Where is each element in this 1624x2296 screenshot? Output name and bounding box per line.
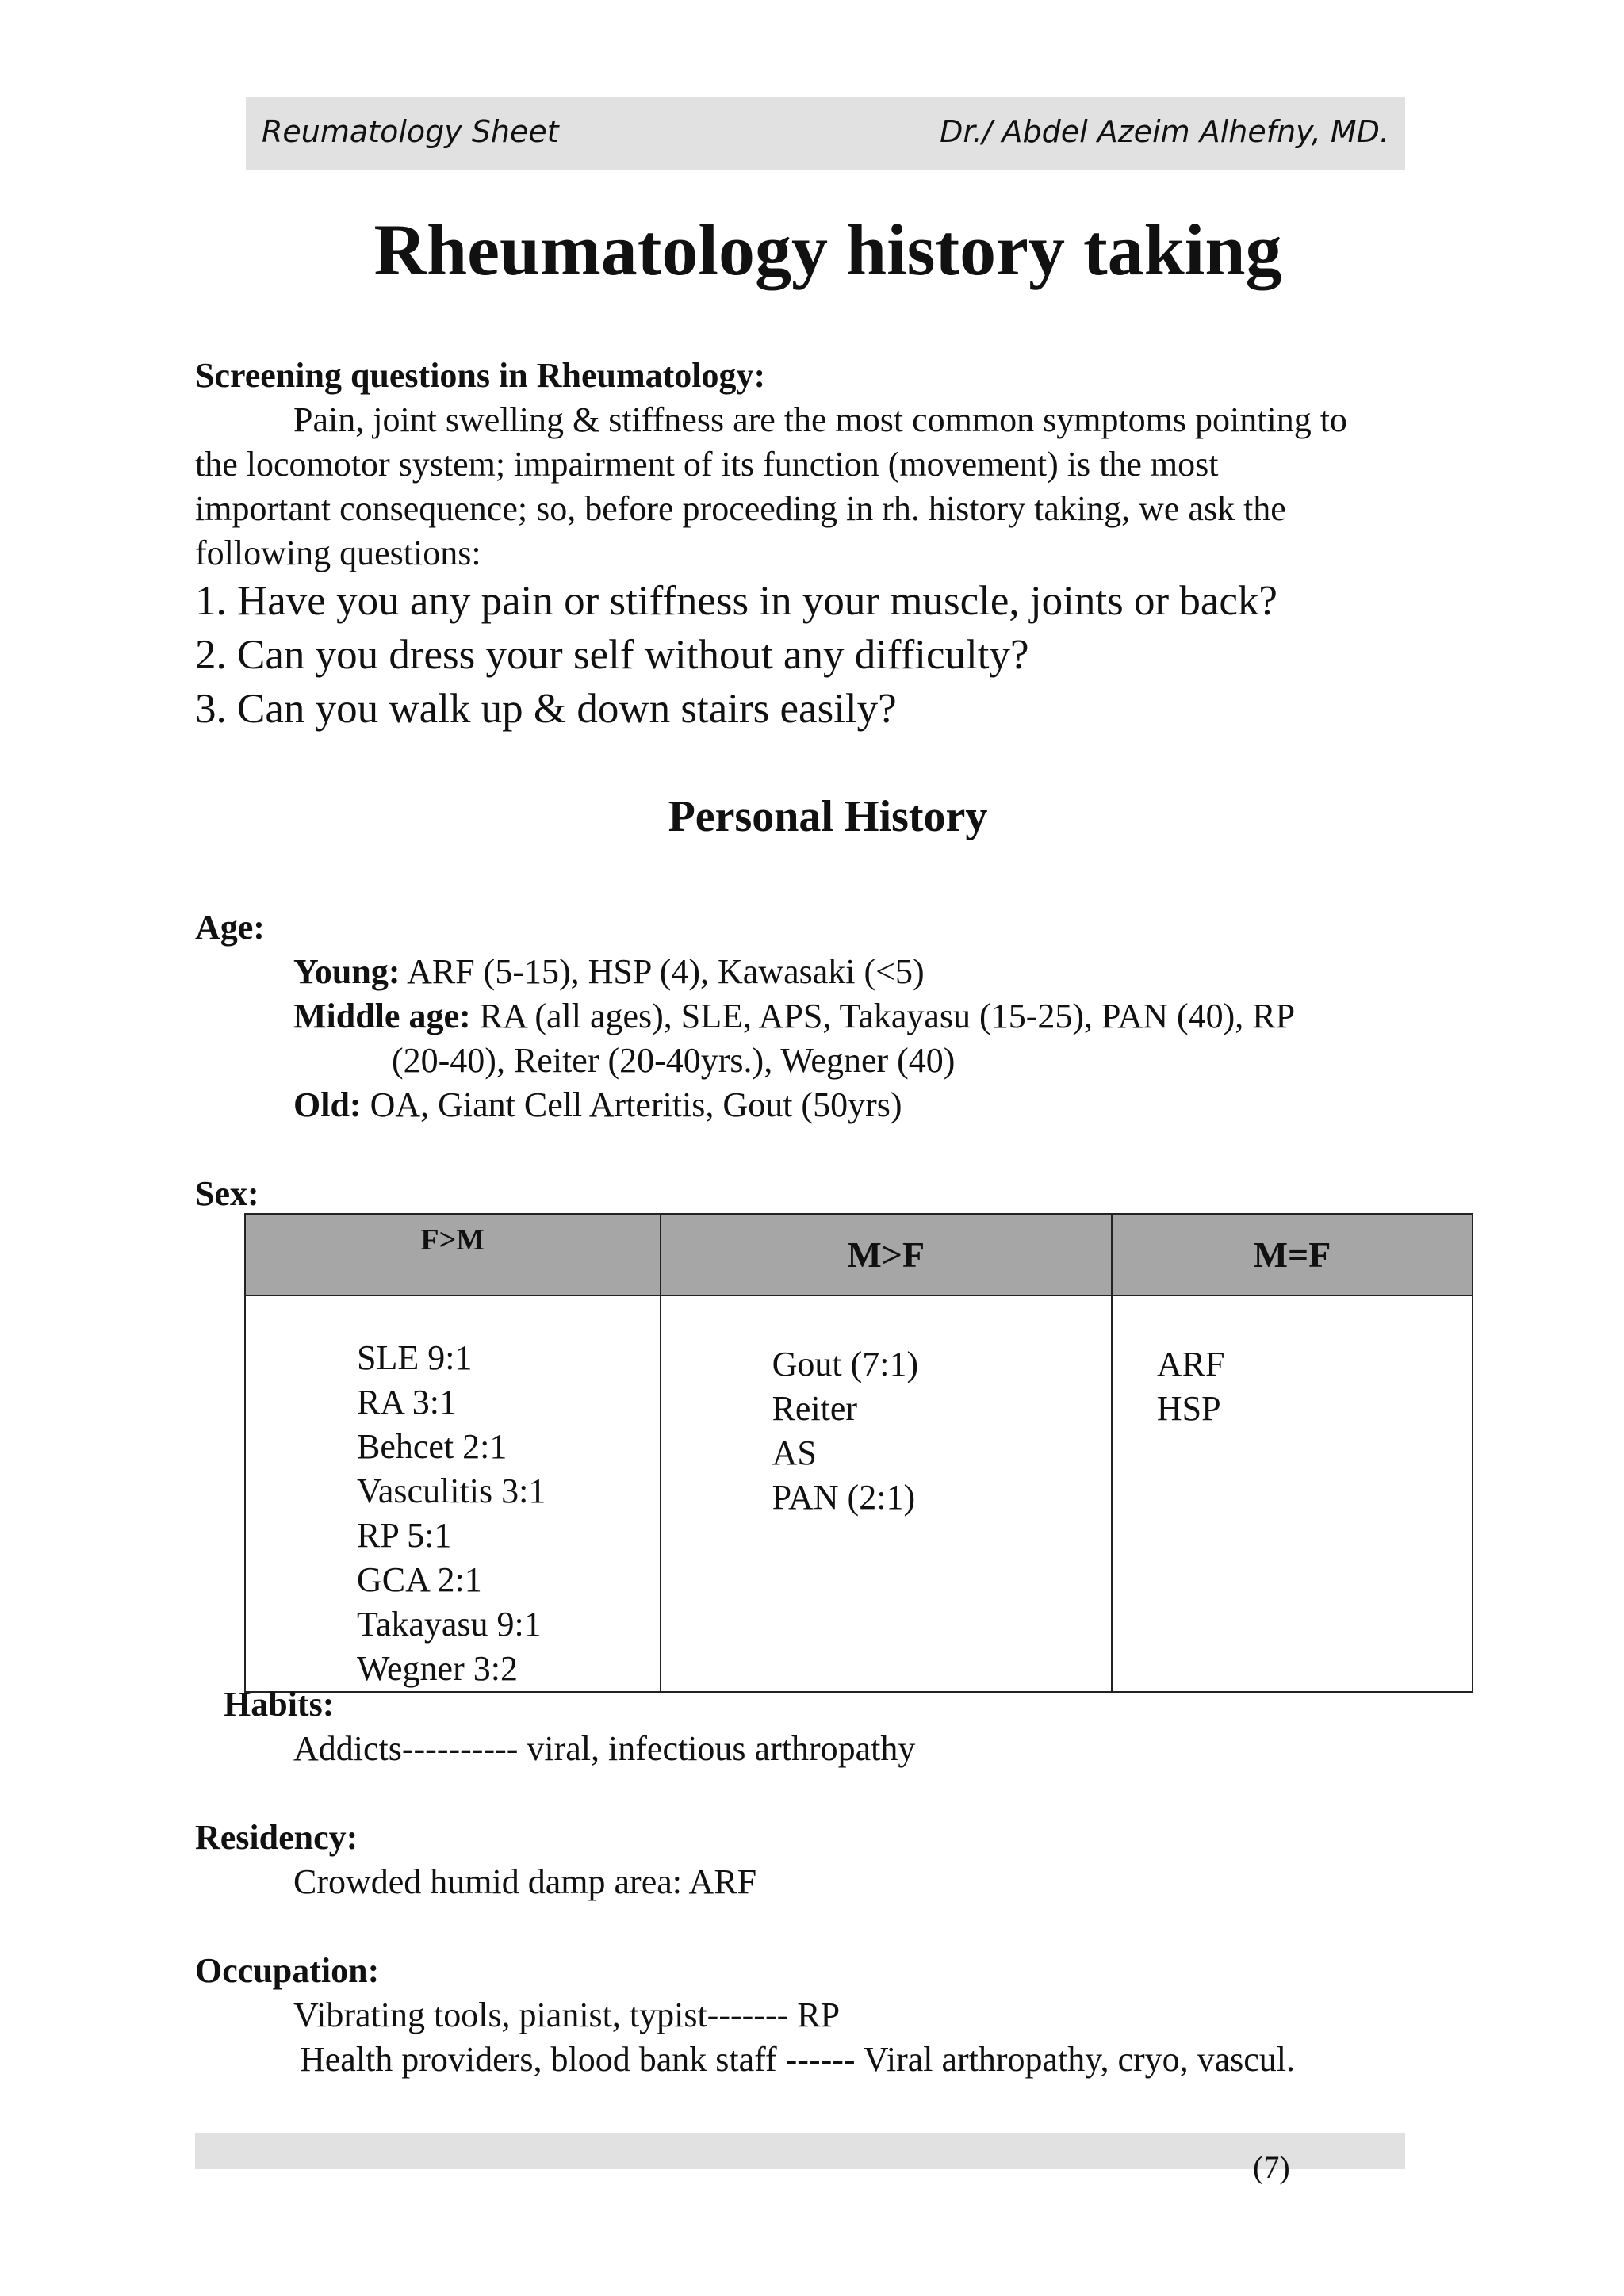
sex-ratio-table: [244, 1213, 1473, 1693]
age-middle-label: Middle age:: [293, 997, 471, 1035]
age-middle: [293, 996, 1295, 1036]
page-footer-bar: [195, 2133, 1405, 2169]
habits-text: Addicts---------- viral, infectious arthropathy: [293, 1729, 916, 1768]
screening-question-3: 3. Can you walk up & down stairs easily?: [195, 686, 897, 732]
list-item: HSP: [1156, 1389, 1221, 1428]
residency-label: Residency:: [195, 1818, 358, 1857]
sex-table-cell-mf: [661, 1295, 1112, 1692]
list-item: Wegner 3:2: [357, 1649, 518, 1688]
list-item: Vasculitis 3:1: [357, 1471, 546, 1510]
list-item: AS: [772, 1433, 817, 1472]
sex-table-cell-eq: [1112, 1295, 1473, 1692]
age-young-label: Young:: [293, 952, 400, 991]
screening-question-2: 2. Can you dress your self without any difficulty?: [195, 632, 1029, 678]
screening-line-2: the locomotor system; impairment of its function (movement) is the most: [195, 445, 1219, 484]
sex-label: Sex:: [195, 1174, 259, 1213]
age-young-text: ARF (5-15), HSP (4), Kawasaki (<5): [400, 952, 925, 991]
residency-text: Crowded humid damp area: ARF: [293, 1862, 757, 1901]
screening-question-1: 1. Have you any pain or stiffness in your muscle, joints or back?: [195, 578, 1277, 624]
personal-history-heading: Personal History: [668, 792, 988, 841]
header-left-text: Reumatology Sheet: [262, 114, 559, 149]
list-item: Gout (7:1): [772, 1345, 919, 1383]
age-old: [293, 1085, 902, 1125]
list-item: Takayasu 9:1: [357, 1605, 542, 1644]
age-middle-text-cont: (20-40), Reiter (20-40yrs.), Wegner (40): [392, 1041, 956, 1080]
occupation-line-2: Health providers, blood bank staff ------ Viral arthropathy, cryo, vascul.: [300, 2040, 1296, 2079]
occupation-label: Occupation:: [195, 1951, 380, 1990]
age-young: [293, 951, 925, 992]
occupation-line-1: Vibrating tools, pianist, typist------- RP: [293, 1996, 841, 2034]
page-title: Rheumatology history taking: [373, 209, 1282, 290]
age-middle-text: RA (all ages), SLE, APS, Takayasu (15-25), PAN (40), RP: [470, 997, 1296, 1035]
sex-table-header-row: [245, 1214, 1473, 1295]
age-label: Age:: [195, 908, 265, 947]
list-item: SLE 9:1: [357, 1338, 473, 1377]
sex-table-header-eq: M=F: [1112, 1214, 1473, 1295]
page-header: [246, 97, 1405, 170]
age-old-label: Old:: [293, 1085, 362, 1124]
screening-heading: Screening questions in Rheumatology:: [195, 356, 766, 395]
sex-table-header-fm: F>M: [245, 1214, 661, 1295]
list-item: Behcet 2:1: [357, 1427, 508, 1466]
habits-label: Habits:: [224, 1685, 335, 1724]
list-item: PAN (2:1): [772, 1478, 916, 1517]
screening-line-4: following questions:: [195, 534, 481, 572]
list-item: RP 5:1: [357, 1516, 452, 1555]
list-item: RA 3:1: [357, 1383, 457, 1422]
sex-table-header-mf: M>F: [661, 1214, 1112, 1295]
list-item: GCA 2:1: [357, 1560, 482, 1599]
sex-table-body-row: [245, 1295, 1473, 1692]
list-item: Reiter: [772, 1389, 858, 1428]
page-number: (7): [1253, 2149, 1290, 2185]
sex-table-cell-fm: [245, 1295, 661, 1692]
screening-line-1: Pain, joint swelling & stiffness are the most common symptoms pointing to: [293, 400, 1347, 439]
screening-line-3: important consequence; so, before proceeding in rh. history taking, we ask the: [195, 489, 1286, 528]
list-item: ARF: [1156, 1345, 1225, 1383]
header-right-text: Dr./ Abdel Azeim Alhefny, MD.: [940, 114, 1389, 149]
age-old-text: OA, Giant Cell Arteritis, Gout (50yrs): [361, 1085, 902, 1124]
